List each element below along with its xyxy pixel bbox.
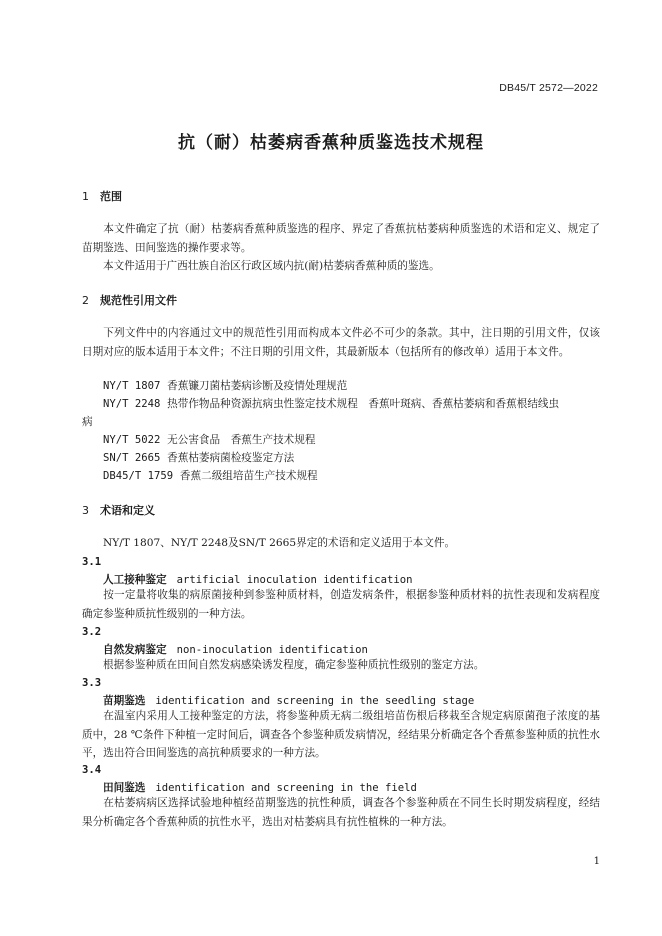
section-heading-normative-references	[82, 292, 177, 308]
scope-paragraph-2: 本文件适用于广西壮族自治区行政区域内抗(耐)枯萎病香蕉种质的鉴选。	[103, 260, 440, 272]
term-number: 3.2	[82, 626, 102, 638]
term-heading: 田间鉴选 identification and screening in the field	[103, 782, 417, 794]
term-number: 3.4	[82, 764, 102, 776]
terms-intro-paragraph: NY/T 1807、NY/T 2248及SN/T 2665界定的术语和定义适用于本文件。	[103, 537, 456, 549]
document-title: 抗（耐）枯萎病香蕉种质鉴选技术规程	[178, 133, 484, 153]
term-heading: 苗期鉴选 identification and screening in the seedling stage	[103, 695, 475, 707]
section-title: 规范性引用文件	[100, 294, 177, 307]
section-number: 1	[82, 190, 89, 203]
reference-item-continuation: 病	[82, 416, 93, 428]
scope-paragraph-1: 本文件确定了抗（耐）枯萎病香蕉种质鉴选的程序、界定了香蕉抗枯萎病种质鉴选的术语和定义、规定了苗期鉴选、田间鉴选的操作要求等。	[82, 223, 600, 254]
term-definition: 在枯萎病病区选择试验地种植经苗期鉴选的抗性种质，调查各个参鉴种质在不同生长时期发病程度，经结果分析确定各个香蕉种质的抗性水平，选出对枯萎病具有抗性植株的一种方法。	[82, 797, 600, 828]
section-title: 范围	[100, 190, 122, 203]
term-heading: 人工接种鉴定 artificial inoculation identification	[103, 574, 413, 586]
term-definition: 在温室内采用人工接种鉴定的方法，将参鉴种质无病二级组培苗伤根后移栽至含规定病原菌孢子浓度的基质中，28 ℃条件下种植一定时间后，调查各个参鉴种质发病情况，经结果分析确定各个香蕉参鉴种质的抗性水平，选出符合田间鉴选的高抗种质要求的一种方法。	[82, 710, 600, 759]
term-definition: 根据参鉴种质在田间自然发病感染诱发程度，确定参鉴种质抗性级别的鉴定方法。	[103, 659, 485, 671]
section-number: 3	[82, 504, 89, 517]
term-heading: 自然发病鉴定 non-inoculation identification	[103, 644, 368, 656]
page-number: 1	[593, 856, 600, 867]
term-definition: 按一定量将收集的病原菌接种到参鉴种质材料，创造发病条件，根据参鉴种质材料的抗性表现和发病程度确定参鉴种质抗性级别的一种方法。	[82, 589, 600, 620]
reference-item: SN/T 2665 香蕉枯萎病菌检疫鉴定方法	[103, 452, 295, 464]
reference-item: NY/T 5022 无公害食品 香蕉生产技术规程	[103, 434, 316, 446]
references-intro-paragraph: 下列文件中的内容通过文中的规范性引用而构成本文件必不可少的条款。其中，注日期的引用文件，仅该日期对应的版本适用于本文件；不注日期的引用文件，其最新版本（包括所有的修改单）适用于本文件。	[82, 327, 600, 358]
reference-item: NY/T 2248 热带作物品种资源抗病虫性鉴定技术规程 香蕉叶斑病、香蕉枯萎病和香蕉根结线虫	[103, 398, 560, 410]
section-heading-scope	[82, 188, 122, 204]
section-heading-terms-definitions	[82, 502, 155, 518]
section-title: 术语和定义	[100, 504, 155, 517]
reference-item: NY/T 1807 香蕉镰刀菌枯萎病诊断及疫情处理规范	[103, 380, 348, 392]
section-number: 2	[82, 294, 89, 307]
term-number: 3.3	[82, 677, 102, 689]
reference-item: DB45/T 1759 香蕉二级组培苗生产技术规程	[103, 470, 318, 482]
term-number: 3.1	[82, 556, 102, 568]
document-code-header: DB45/T 2572—2022	[499, 82, 598, 94]
